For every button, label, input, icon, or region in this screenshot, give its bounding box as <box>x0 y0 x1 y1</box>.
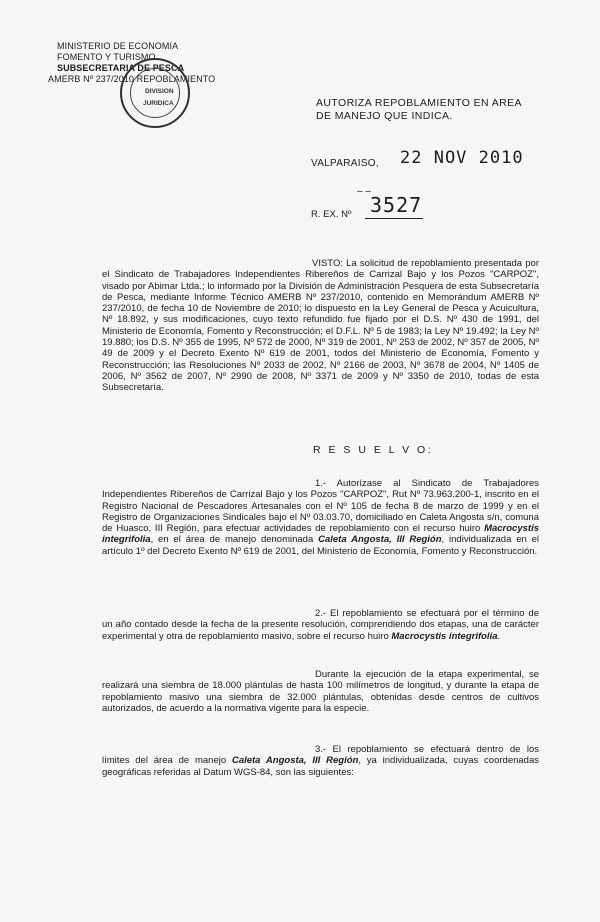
title-line-1: AUTORIZA REPOBLAMIENTO EN AREA <box>316 97 522 109</box>
article-3-text-b: , ya individualizada, cuyas coordenadas geográficas referidas al Datum WGS-84, son las siguientes: <box>102 755 539 778</box>
visto-text: La solicitud de repoblamiento presentada por el Sindicato de Trabajadores Independientes Ribereños de Carrizal Bajo y los Pozos "CARPOZ", visado por Abimar Ltda.; lo informado por la División de Administración Pesquera de esta Subsecretaría de Pesca, mediante Informe Técnico AMERB Nº 237/2010, contenido en Memorándum AMERB Nº 237/2010, de fecha 10 de Noviembre de 2010; lo dispuesto en la Ley General de Pesca y Acuicultura, Nº 18.892, y sus modificaciones, cuyo texto refundido fue fijado por el D.S. Nº 430 de 1991, del Ministerio de Economía, Fomento y Reconstrucción; el D.F.L. Nº 5 de 1983; la Ley Nº 19.492; la Ley Nº 19.880; los D.S. Nº 355 de 1995, Nº 572 de 2000, Nº 319 de 2001, Nº 253 de 2002, Nº 357 de 2005, Nº 49 de 2009 y el Decreto Exento Nº 619 de 2001, todos del Ministerio de Economía, Fomento y Reconstrucción; las Resoluciones Nº 2033 de 2002, Nº 2166 de 2003, Nº 3678 de 2004, Nº 1405 de 2006, Nº 3562 de 2007, Nº 2990 de 2008, Nº 3371 de 2009 y Nº 3350 de 2010, todas de esta Subsecretaría. <box>102 258 539 394</box>
article-2-detail-paragraph <box>102 669 539 714</box>
amerb-reference: AMERB Nº 237/2010 REPOBLAMIENTO <box>48 74 216 84</box>
area-name-2: Caleta Angosta, III Región <box>231 755 359 767</box>
species-name: Macrocystis integrifolia <box>102 523 539 546</box>
document-title <box>316 97 522 123</box>
article-2-detail-text: Durante la ejecución de la etapa experimental, se realizará una siembra de 18.000 plántulas de hasta 100 milímetros de longitud, y durante la etapa de repoblamiento masivo una siembra de 32.000 plántulas, obtenidas desde centros de cultivos autorizados, de acuerdo a la normativa vigente para la especie. <box>102 669 539 714</box>
ministry-subline: FOMENTO Y TURISMO <box>57 52 156 62</box>
species-name-2: Macrocystis integrifolia <box>391 630 498 642</box>
resolution-label: R. EX. Nº <box>311 209 352 220</box>
number-dash: – – <box>357 186 371 197</box>
visto-paragraph <box>102 258 539 394</box>
resolution-number: 3527 <box>370 193 423 217</box>
article-3-paragraph <box>102 744 539 778</box>
article-3-text-a: 3.- El repoblamiento se efectuará dentro de los límites del área de manejo <box>102 744 539 767</box>
stamp-text-juridica: JURIDICA <box>143 100 174 107</box>
resolution-date: 22 NOV 2010 <box>400 148 524 168</box>
area-name: Caleta Angosta, III Región <box>318 534 442 546</box>
article-1-text-b: , en el área de manejo denominada <box>150 534 319 546</box>
article-2-paragraph <box>102 608 539 642</box>
article-2-text-a: 2.- El repoblamiento se efectuará por el término de un año contado desde la fecha de la presente resolución, comprendiendo dos etapas, una de carácter experimental y otra de repoblamiento masivo, sobre el recurso huiro <box>102 608 539 642</box>
visto-label: VISTO: <box>312 258 343 269</box>
subsecretaria-line: SUBSECRETARIA DE PESCA <box>57 63 185 73</box>
resolution-underline <box>365 218 423 219</box>
article-1-text-c: , individualizada en el artículo 1º del Decreto Exento Nº 619 de 2001, del Ministerio de Economía, Fomento y Reconstrucción. <box>102 534 539 557</box>
article-1-text-a: 1.- Autorízase al Sindicato de Trabajadores Independientes Ribereños de Carrizal Bajo y los Pozos "CARPOZ", Rut Nº 73.963.200-1, inscrito en el Registro Nacional de Pescadores Artesanales con el Nº 105 de fecha 8 de marzo de 1999 y en el Registro de Organizaciones Sindicales bajo el Nº 03.03.70, domiciliado en Caleta Angosta s/n, comuna de Huasco, III Región, para efectuar actividades de repoblamiento con el recurso huiro <box>102 478 539 535</box>
resuelvo-heading: R E S U E L V O: <box>313 444 434 456</box>
title-line-2: DE MANEJO QUE INDICA. <box>316 110 453 122</box>
city: VALPARAISO, <box>311 158 379 169</box>
article-2-text-b: . <box>497 630 501 642</box>
stamp-text-division: DIVISION <box>145 88 174 95</box>
ministry-line: MINISTERIO DE ECONOMIA <box>57 41 179 51</box>
article-1-paragraph <box>102 478 539 557</box>
